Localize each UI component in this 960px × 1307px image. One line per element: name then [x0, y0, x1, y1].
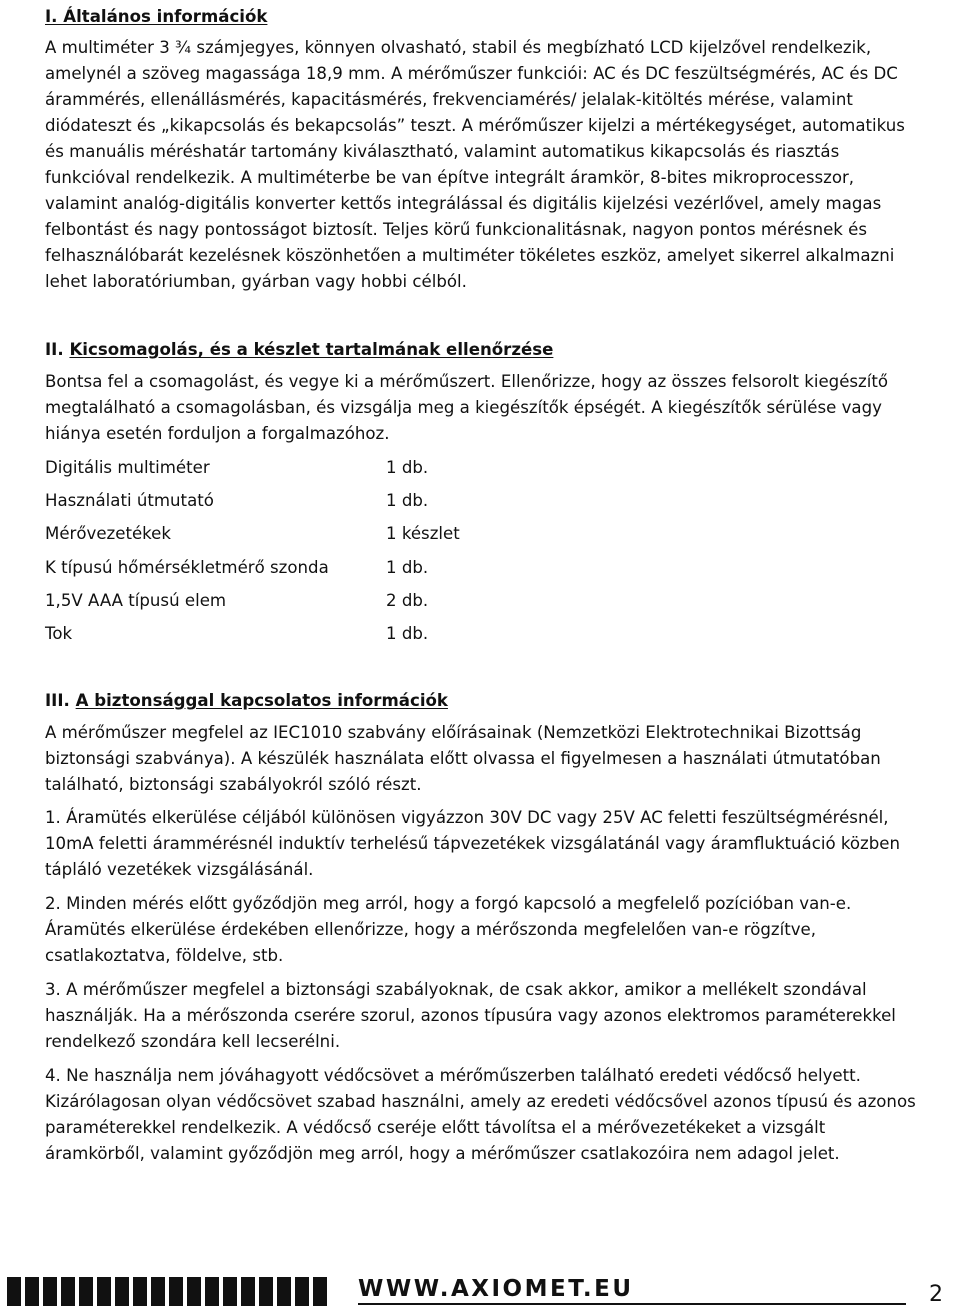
section-3-title: III. A biztonsággal kapcsolatos információk [45, 691, 448, 710]
section-2-body: Bontsa fel a csomagolást, és vegye ki a mérőműszert. Ellenőrizze, hogy az összes felsorolt kiegészítő megtalálható a csomagolásban, és vizsgálja meg a kiegészítők épségét. A kiegészítők sérülése vagy hiánya esetén forduljon a forgalmazóhoz. [45, 372, 889, 443]
section-1-title: I. Általános információk [45, 7, 268, 26]
page-footer [0, 1272, 960, 1306]
footer-rule [358, 1303, 906, 1305]
barcode-logo [7, 1277, 327, 1306]
list-item: Használati útmutató 1 db. [45, 491, 429, 510]
safety-point-2: 2. Minden mérés előtt győződjön meg arról, hogy a forgó kapcsoló a megfelelő pozícióban van-e. Áramütés elkerülése érdekében ellenőrizze, hogy a mérőszonda megfelelően van-e rögzítve, csatlakoztatva, földelve, stb. [45, 894, 852, 965]
section-2-title: II. Kicsomagolás, és a készlet tartalmának ellenőrzése [45, 340, 554, 359]
page-number: 2 [929, 1282, 943, 1307]
list-item: Tok 1 db. [45, 624, 429, 643]
list-item: Digitális multiméter 1 db. [45, 458, 429, 477]
footer-url[interactable]: WWW.AXIOMET.EU [358, 1276, 634, 1302]
safety-point-1: 1. Áramütés elkerülése céljából különösen vigyázzon 30V DC vagy 25V AC feletti feszültségmérésnél, 10mA feletti árammérésnél induktív terhelésű tápvezetékek vizsgálatánál vagy áramfluktuáció közben tápláló vezetékek vizsgálásánál. [45, 808, 901, 879]
list-item: Mérővezetékek 1 készlet [45, 524, 460, 543]
safety-point-4: 4. Ne használja nem jóváhagyott védőcsövet a mérőműszerben található eredeti védőcső helyett. Kizárólagosan olyan védőcsövet szabad használni, amely az eredeti védőcsővel azonos típusú és azonos paraméterekkel rendelkezik. A védőcső cseréje előtt távolítsa el a mérővezetékeket a vizsgált áramkörből, valamint győződjön meg arról, hogy a mérőműszer csatlakozóira nem adagol jelet. [45, 1066, 916, 1163]
section-1-body: A multiméter 3 ¾ számjegyes, könnyen olvasható, stabil és megbízható LCD kijelzővel rendelkezik, amelynél a szöveg magassága 18,9 mm. A mérőműszer funkciói: AC és DC feszültségmérés, AC és DC árammérés, ellenállásmérés, kapacitásmérés, frekvenciamérés/ jelalak-kitöltés mérése, valamint diódateszt és „kikapcsolás és bekapcsolás” teszt. A mérőműszer kijelzi a mértékegységet, automatikus és manuális méréshatár tartomány kiválasztható, valamint automatikus kikapcsolás és riasztás funkcióval rendelkezik. A multiméterbe be van építve integrált áramkör, 8-bites mikroprocesszor, valamint analóg-digitális konverter kettős integrálással és digitális kijelzési vezérlővel, amely magas felbontást és nagy pontosságot biztosít. Teljes körű funkcionalitásnak, nagyon pontos mérésnek és felhasználóbarát kezelésnek köszönhetően a multiméter tökéletes eszköz, amelyet sikerrel alkalmazni lehet laboratóriumban, gyárban vagy hobbi célból. [45, 38, 905, 291]
list-item: 1,5V AAA típusú elem 2 db. [45, 591, 429, 610]
list-item: K típusú hőmérsékletmérő szonda 1 db. [45, 558, 429, 577]
safety-point-3: 3. A mérőműszer megfelel a biztonsági szabályoknak, de csak akkor, amikor a mellékelt szondával használják. Ha a mérőszonda cserére szorul, azonos típusúra vagy azonos elektromos paraméterekkel rendelkező szondára kell lecserélni. [45, 980, 896, 1051]
section-3-body: A mérőműszer megfelel az IEC1010 szabvány előírásainak (Nemzetközi Elektrotechnikai Bizottság biztonsági szabványa). A készülék használata előtt olvassa el figyelmesen a használati útmutatóban található, biztonsági szabályokról szóló részt. [45, 723, 881, 794]
